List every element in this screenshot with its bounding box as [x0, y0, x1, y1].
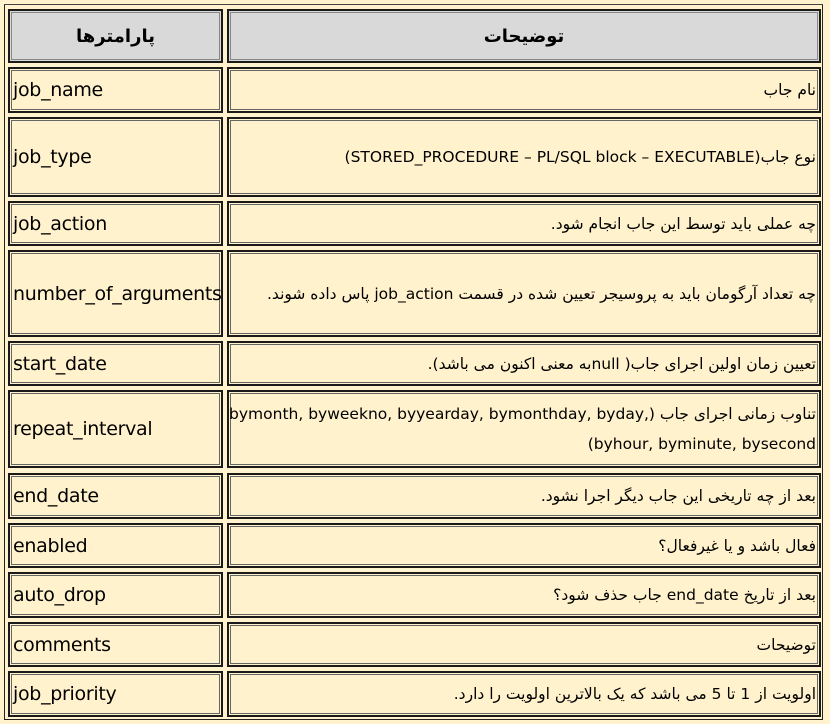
param-cell: job_type [8, 117, 223, 197]
desc-cell: تناوب زمانی اجرای جاب (bymonth, byweekno, byyearday, bymonthday, byday, byhour, byminute, bysecond) [227, 390, 821, 468]
desc-cell: توضیحات [227, 622, 821, 667]
param-cell: start_date [8, 341, 223, 386]
desc-cell: نام جاب [227, 67, 821, 113]
desc-cell: نوع جاب(STORED_PROCEDURE – PL/SQL block – EXECUTABLE) [227, 117, 821, 197]
desc-cell: بعد از تاریخ end_date جاب حذف شود؟ [227, 572, 821, 618]
header-descriptions: توضیحات [227, 9, 821, 63]
desc-cell: اولویت از 1 تا 5 می باشد که یک بالاترین اولویت را دارد. [227, 671, 821, 717]
param-cell: job_priority [8, 671, 223, 717]
param-cell: repeat_interval [8, 390, 223, 468]
param-cell: enabled [8, 523, 223, 568]
header-parameters: پارامترها [8, 9, 223, 63]
desc-cell: تعیین زمان اولین اجرای جاب( nullبه معنی اکنون می باشد). [227, 341, 821, 386]
desc-cell: چه عملی باید توسط این جاب انجام شود. [227, 201, 821, 246]
param-cell: job_action [8, 201, 223, 246]
param-cell: job_name [8, 67, 223, 113]
desc-cell: چه تعداد آرگومان باید به پروسیجر تعیین شده در قسمت job_action پاس داده شوند. [227, 250, 821, 337]
param-cell: end_date [8, 473, 223, 519]
table-frame-top [4, 4, 823, 5]
param-cell: auto_drop [8, 572, 223, 618]
param-cell: comments [8, 622, 223, 667]
param-cell: number_of_arguments [8, 250, 223, 337]
desc-cell: فعال باشد و یا غیرفعال؟ [227, 523, 821, 568]
desc-cell: بعد از چه تاریخی این جاب دیگر اجرا نشود. [227, 473, 821, 519]
